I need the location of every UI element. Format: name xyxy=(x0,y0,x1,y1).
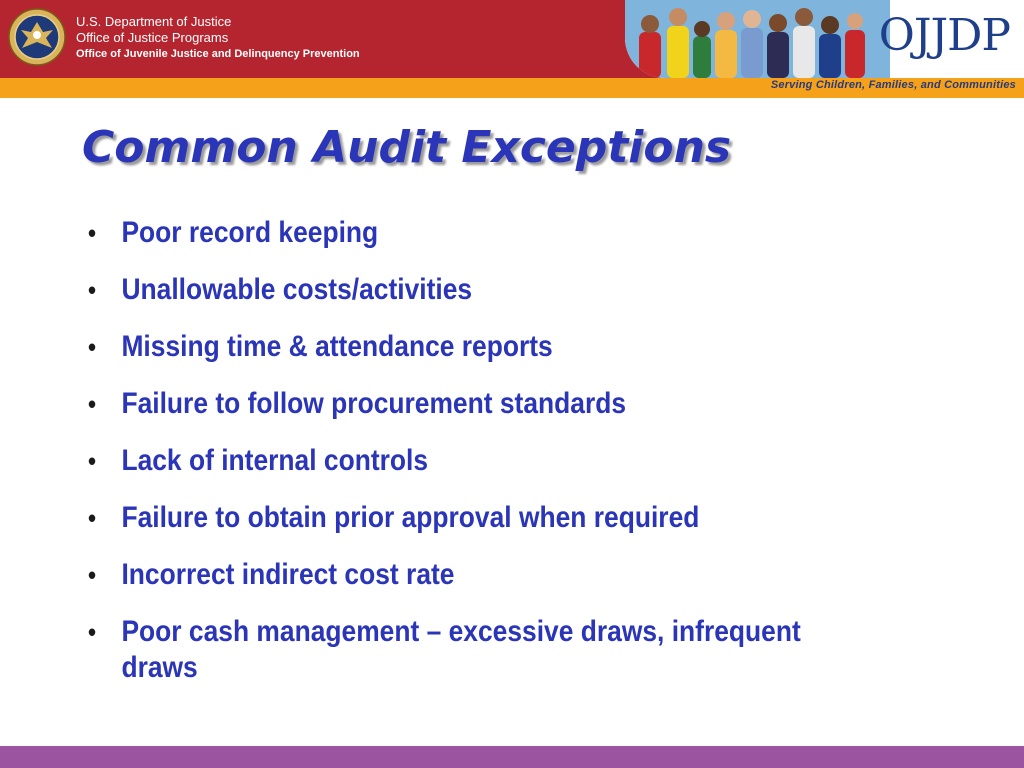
list-item xyxy=(88,443,880,479)
list-item xyxy=(88,386,880,422)
list-item xyxy=(88,272,880,308)
bullet-icon: • xyxy=(88,503,97,533)
bullet-icon: • xyxy=(88,446,97,476)
list-item xyxy=(88,614,808,686)
agency-line-2: Office of Justice Programs xyxy=(76,30,229,45)
bullet-text: Unallowable costs/activities xyxy=(121,273,473,306)
agency-name-block xyxy=(76,14,360,62)
slide-title: Common Audit Exceptions xyxy=(82,122,732,173)
bullet-list xyxy=(88,215,988,707)
bullet-text: Poor record keeping xyxy=(121,216,379,249)
bullet-icon: • xyxy=(88,218,97,248)
list-item xyxy=(88,500,880,536)
bullet-icon: • xyxy=(88,275,97,305)
bullet-text: Missing time & attendance reports xyxy=(121,330,553,363)
ojjdp-logo: OJJDP xyxy=(878,10,1010,61)
header-banner xyxy=(0,0,1024,98)
bullet-text: Incorrect indirect cost rate xyxy=(121,558,455,591)
header-photo-panel xyxy=(625,0,1024,78)
doj-seal-icon xyxy=(8,8,66,66)
bullet-text: Failure to follow procurement standards xyxy=(121,387,627,420)
list-item xyxy=(88,329,880,365)
footer-band xyxy=(0,746,1024,768)
tagline: Serving Children, Families, and Communities xyxy=(770,79,1016,91)
list-item xyxy=(88,557,880,593)
bullet-icon: • xyxy=(88,560,97,590)
agency-line-3: Office of Juvenile Justice and Delinquency Prevention xyxy=(76,48,360,60)
children-group-illustration xyxy=(631,2,886,78)
bullet-text: Lack of internal controls xyxy=(121,444,429,477)
bullet-icon: • xyxy=(88,389,97,419)
bullet-icon: • xyxy=(88,332,97,362)
list-item xyxy=(88,215,880,251)
bullet-text: Failure to obtain prior approval when required xyxy=(121,501,700,534)
bullet-icon: • xyxy=(88,617,97,647)
agency-line-1: U.S. Department of Justice xyxy=(76,14,232,29)
bullet-text: Poor cash management – excessive draws, infrequent draws xyxy=(121,615,801,684)
